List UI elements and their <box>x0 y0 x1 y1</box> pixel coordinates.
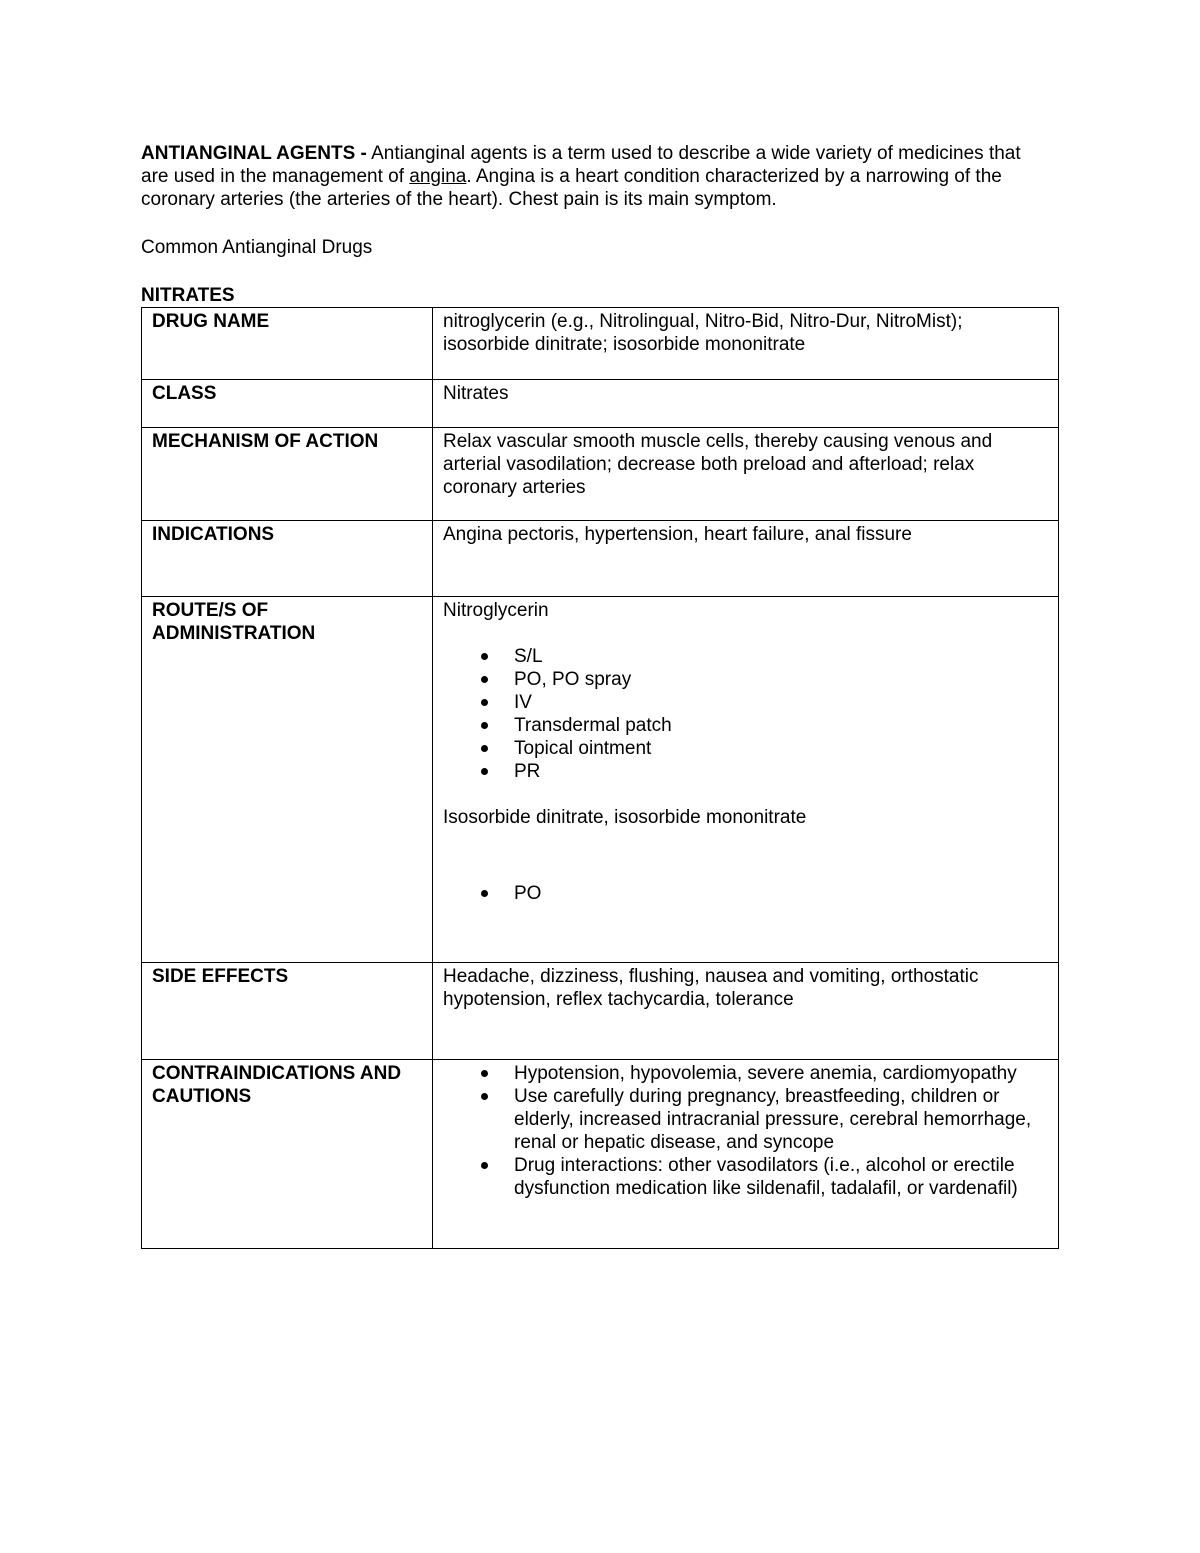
table-row-class <box>142 380 1059 428</box>
contraindications-list <box>443 1062 1048 1200</box>
subheading: Common Antianginal Drugs <box>141 237 373 258</box>
row-label-side-effects: SIDE EFFECTS <box>142 963 433 1060</box>
table-row-indications <box>142 521 1059 597</box>
list-item: Use carefully during pregnancy, breastfeeding, children or elderly, increased intracranial pressure, cerebral hemorrhage, renal or hepatic disease, and syncope <box>514 1085 1048 1154</box>
list-item: Drug interactions: other vasodilators (i.e., alcohol or erectile dysfunction medication like sildenafil, tadalafil, or vardenafil) <box>514 1154 1048 1200</box>
list-item: Topical ointment <box>514 737 1048 760</box>
row-value-class: Nitrates <box>433 380 1059 428</box>
row-value-mechanism: Relax vascular smooth muscle cells, thereby causing venous and arterial vasodilation; decrease both preload and afterload; relax coronary arteries <box>433 428 1059 521</box>
intro-lead: ANTIANGINAL AGENTS - <box>141 143 367 164</box>
row-label-class: CLASS <box>142 380 433 428</box>
row-label-mechanism: MECHANISM OF ACTION <box>142 428 433 521</box>
row-value-side-effects: Headache, dizziness, flushing, nausea and vomiting, orthostatic hypotension, reflex tachycardia, tolerance <box>433 963 1059 1060</box>
spacer <box>443 829 1048 882</box>
row-value-routes <box>433 597 1059 963</box>
table-row-routes <box>142 597 1059 963</box>
row-label-routes: ROUTE/S OF ADMINISTRATION <box>142 597 433 963</box>
route-list-isosorbide <box>443 882 1048 905</box>
section-title: NITRATES <box>141 285 235 306</box>
list-item: PR <box>514 760 1048 783</box>
row-value-drug-name: nitroglycerin (e.g., Nitrolingual, Nitro-Bid, Nitro-Dur, NitroMist); isosorbide dinitrate; isosorbide mononitrate <box>433 308 1059 380</box>
row-label-indications: INDICATIONS <box>142 521 433 597</box>
route-group-isosorbide: Isosorbide dinitrate, isosorbide mononitrate <box>443 807 807 828</box>
table-row-drug-name <box>142 308 1059 380</box>
list-item: Transdermal patch <box>514 714 1048 737</box>
row-label-drug-name: DRUG NAME <box>142 308 433 380</box>
spacer <box>443 622 1048 645</box>
list-item: IV <box>514 691 1048 714</box>
intro-text-before: Antianginal agents is a term used to describe a wide variety of medicines that are used in the management of <box>141 143 1021 187</box>
route-group-nitroglycerin: Nitroglycerin <box>443 600 549 621</box>
spacer <box>443 783 1048 806</box>
row-value-indications: Angina pectoris, hypertension, heart failure, anal fissure <box>433 521 1059 597</box>
document-page <box>141 142 1059 1249</box>
list-item: S/L <box>514 645 1048 668</box>
nitrates-table <box>141 307 1059 1249</box>
table-row-mechanism <box>142 428 1059 521</box>
row-value-contraindications <box>433 1060 1059 1249</box>
list-item: Hypotension, hypovolemia, severe anemia, cardiomyopathy <box>514 1062 1048 1085</box>
route-list-nitroglycerin <box>443 645 1048 783</box>
table-row-side-effects <box>142 963 1059 1060</box>
table-row-contraindications <box>142 1060 1059 1249</box>
intro-paragraph <box>141 142 1053 211</box>
intro-term-angina: angina <box>409 166 467 187</box>
intro-text-after: . Angina is a heart condition characterized by a narrowing of the coronary arteries (the arteries of the heart). Chest pain is its main symptom. <box>141 166 1002 210</box>
list-item: PO, PO spray <box>514 668 1048 691</box>
row-label-contraindications: CONTRAINDICATIONS AND CAUTIONS <box>142 1060 433 1249</box>
list-item: PO <box>514 882 1048 905</box>
